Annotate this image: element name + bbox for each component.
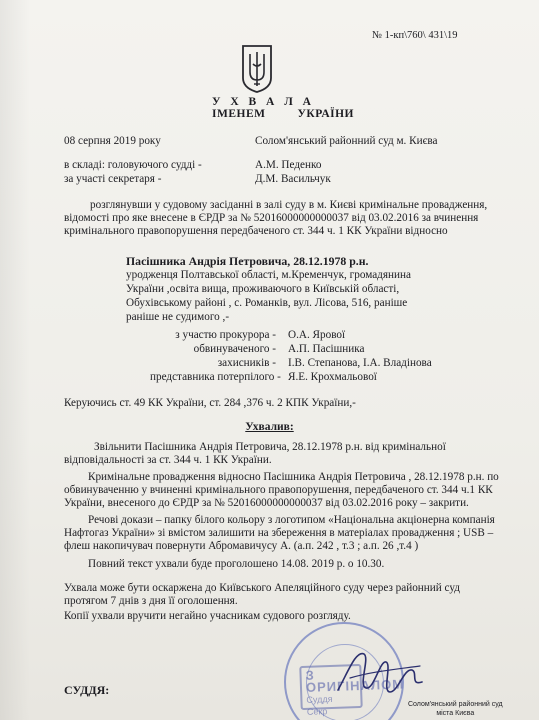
- participant-role: обвинуваченого -: [193, 343, 276, 355]
- document-title: У Х В А Л А: [212, 96, 315, 108]
- stamp-line-2: Суддя: [306, 693, 333, 705]
- accused-line-2: України ,освіта вища, проживаючого в Київській області,: [126, 283, 400, 295]
- presiding-judge: А.М. Педенко: [255, 159, 322, 171]
- participant-role: з участю прокурора -: [175, 329, 276, 341]
- footer-line-1: Солом'янський районний суд: [408, 701, 503, 708]
- accused-line-3: Обухівському районі , с. Романків, вул. Лісова, 516, раніше: [126, 297, 408, 309]
- footer-line-2: міста Києва: [436, 710, 475, 717]
- intro-line-1: розглянувши у судовому засіданні в залі суду в м. Києві кримінальне провадження,: [90, 199, 488, 211]
- court-name: Солом'янський районний суд м. Києва: [255, 135, 438, 147]
- ruled-heading: Ухвалив:: [245, 421, 294, 433]
- trident-emblem-icon: [240, 44, 274, 94]
- ruling-3-line-3: флеш накопичувач повернути Абромавичусу А. (а.п. 242 , т.3 ; а.п. 26 ,т.4 ): [64, 540, 419, 552]
- ruling-3-line-1: Речові докази – папку білого кольору з логотипом «Національна акціонерна компанія: [88, 514, 495, 526]
- ruling-1-line-2: відповідальності за ст. 344 ч. 1 КК України.: [64, 454, 272, 466]
- appeal-line-1: Ухвала може бути оскаржена до Київського Апеляційного суду через районний суд: [64, 582, 460, 594]
- ruling-4: Повний текст ухвали буде проголошено 14.08. 2019 р. о 10.30.: [88, 558, 385, 570]
- ruling-3-line-2: Нафтогаз України» зі вмістом залишити на збереження в матеріалах провадження ; USB –: [64, 527, 494, 539]
- judge-label: СУДДЯ:: [64, 683, 110, 697]
- composition-label: в складі: головуючого судді -: [64, 159, 202, 171]
- stamp-word: З ОРИГІНАЛОМ: [305, 667, 405, 695]
- stamp-line-3: Секр: [306, 706, 328, 717]
- accused-line-4: раніше не судимого ,-: [126, 311, 230, 323]
- participant-name: Я.Е. Крохмальової: [288, 371, 377, 383]
- accused-line-1: уродженця Полтавської області, м.Кременчук, громадянина: [126, 269, 411, 281]
- case-number: № 1-кп\760\ 431\19: [372, 30, 458, 41]
- ruling-2-line-3: України, внесеного до ЄРДР за № 52016000000000037 від 03.02.2016 року – закрити.: [64, 497, 469, 509]
- ruling-date: 08 серпня 2019 року: [64, 135, 161, 147]
- judge-signature-icon: [330, 642, 430, 702]
- appeal-line-3: Копії ухвали вручити негайно учасникам судового розгляду.: [64, 610, 351, 622]
- legal-basis: Керуючись ст. 49 КК України, ст. 284 ,376 ч. 2 КПК України,-: [64, 397, 356, 409]
- secretary-name: Д.М. Васильчук: [255, 173, 331, 185]
- appeal-line-2: протягом 7 днів з дня її оголошення.: [64, 595, 238, 607]
- in-name-of-ukraine: [212, 108, 354, 120]
- ruling-2-line-1: Кримінальне провадження відносно Пасішника Андрія Петровича , 28.12.1978 р.н. по: [88, 471, 499, 483]
- secretary-label: за участі секретаря -: [64, 173, 162, 185]
- ruling-2-line-2: обвинуваченню у вчиненні кримінального правопорушення, передбаченого ст. 344 ч.1 КК: [64, 484, 493, 496]
- participant-role: представника потерпілого -: [150, 371, 281, 383]
- footer-court-name: [408, 700, 503, 718]
- intro-line-2: відомості про яке внесене в ЄРДР за № 52016000000000037 від 03.02.2016 за вчинення: [64, 212, 479, 224]
- ukraine-word: УКРАЇНИ: [297, 108, 354, 120]
- accused-name: Пасішника Андрія Петровича, 28.12.1978 р.н.: [126, 254, 369, 268]
- participant-name: О.А. Ярової: [288, 329, 346, 341]
- page-shadow: [0, 0, 30, 720]
- participant-name: І.В. Степанова, І.А. Владінова: [288, 357, 432, 369]
- intro-line-3: кримінального правопорушення передбаченого ст. 344 ч. 1 КК України відносно: [64, 225, 448, 237]
- ruling-1-line-1: Звільнити Пасішника Андрія Петровича, 28.12.1978 р.н. від кримінальної: [94, 441, 446, 453]
- participant-role: захисників -: [217, 357, 276, 369]
- participant-name: А.П. Пасішника: [288, 343, 365, 355]
- in-name-word: ІМЕНЕМ: [212, 108, 266, 120]
